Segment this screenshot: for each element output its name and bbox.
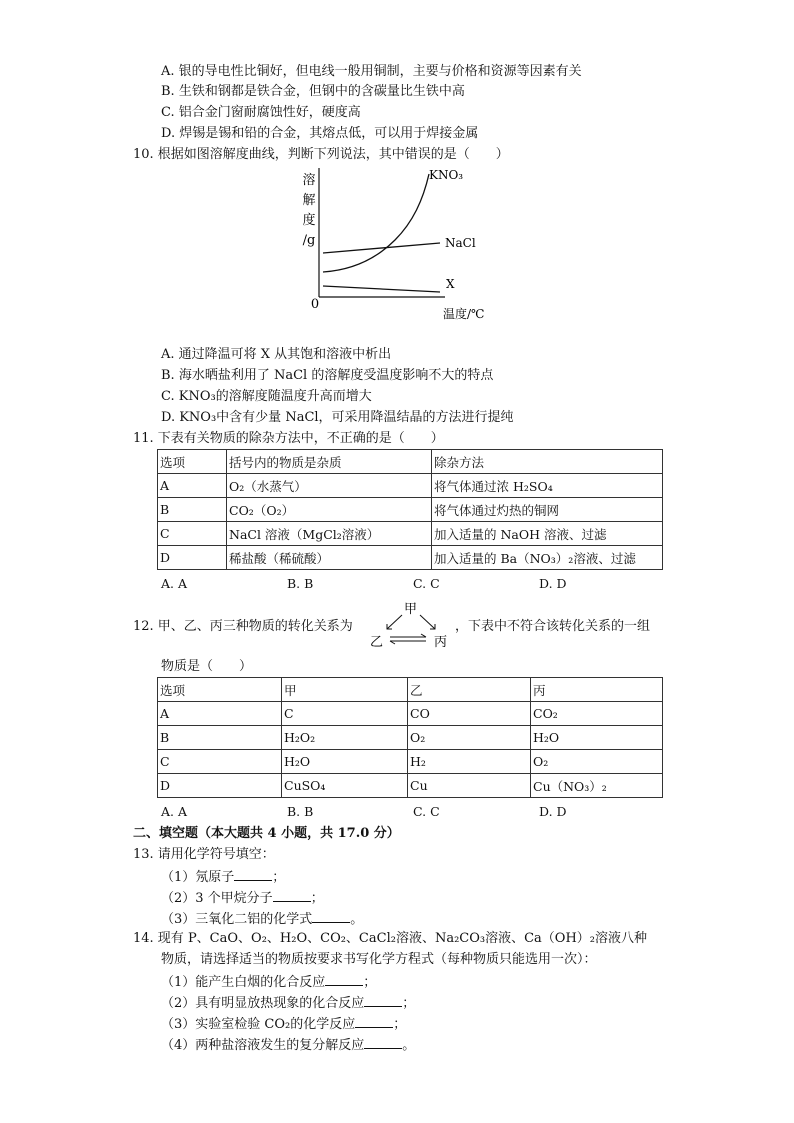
q12-answer-options (161, 803, 599, 821)
chart-ylabel-char-3: 度 (302, 213, 316, 228)
q12-answer-c: C. C (413, 804, 440, 819)
q9-option-b: B. 生铁和钢都是铁合金，但钢中的含碳量比生铁中高 (161, 84, 465, 99)
section-2-heading: 二、填空题（本大题共 4 小题，共 17.0 分） (133, 826, 400, 841)
q12-answer-b: B. B (287, 804, 314, 819)
chart-ylabel-char-2: 解 (302, 193, 316, 208)
q13-stem: 13. 请用化学符号填空： (133, 847, 275, 862)
item-text: （1）能产生白烟的化合反应 (161, 975, 326, 990)
q10-option-b: B. 海水晒盐利用了 NaCl 的溶解度受温度影响不大的特点 (161, 368, 494, 383)
table-cell: Cu（NO₃）₂ (531, 774, 663, 798)
q11-answer-options (161, 575, 599, 593)
answer-blank[interactable] (234, 866, 272, 881)
q13-item-3 (161, 908, 363, 929)
table-cell: C (158, 522, 227, 546)
table-cell: H₂O (282, 750, 408, 774)
table-header-cell: 甲 (282, 678, 408, 702)
table-cell: D (158, 546, 227, 570)
item-text: （2）3 个甲烷分子 (161, 891, 273, 906)
table-row (158, 702, 663, 726)
table-cell: CO₂（O₂） (227, 498, 432, 522)
q11-answer-b: B. B (287, 576, 314, 591)
q14-item-1 (161, 971, 376, 992)
q11-answer-a: A. A (161, 576, 188, 591)
q11-table (157, 449, 663, 570)
table-cell: 加入适量的 NaOH 溶液、过滤 (432, 522, 663, 546)
table-row (158, 474, 663, 498)
table-cell: Cu (408, 774, 531, 798)
answer-blank[interactable] (355, 1013, 393, 1028)
answer-blank[interactable] (325, 971, 363, 986)
table-row (158, 774, 663, 798)
q11-answer-d: D. D (539, 576, 567, 591)
q11-answer-c: C. C (413, 576, 440, 591)
item-text: （3）实验室检验 CO₂的化学反应 (161, 1017, 356, 1032)
q10-option-c: C. KNO₃的溶解度随温度升高而增大 (161, 389, 372, 404)
table-cell: A (158, 702, 282, 726)
table-cell: H₂ (408, 750, 531, 774)
item-punct: ； (402, 996, 416, 1011)
table-cell: D (158, 774, 282, 798)
item-punct: ； (310, 891, 324, 906)
table-row (158, 750, 663, 774)
q13-item-1 (161, 866, 285, 887)
table-cell: NaCl 溶液（MgCl₂溶液） (227, 522, 432, 546)
table-row (158, 546, 663, 570)
arrow-jia-to-yi (387, 615, 402, 629)
table-cell: CuSO₄ (282, 774, 408, 798)
chart-origin-label: 0 (310, 297, 320, 312)
diagram-node-bing: 丙 (434, 635, 448, 650)
table-cell: B (158, 498, 227, 522)
kno3-curve (323, 174, 429, 272)
item-punct: 。 (350, 912, 364, 927)
q13-item-2 (161, 887, 324, 908)
item-text: （4）两种盐溶液发生的复分解反应 (161, 1038, 365, 1053)
q12-table (157, 677, 663, 798)
nacl-series-label: NaCl (445, 236, 476, 250)
answer-blank[interactable] (312, 908, 350, 923)
table-cell: 稀盐酸（稀硫酸） (227, 546, 432, 570)
table-header-cell: 括号内的物质是杂质 (227, 450, 432, 474)
table-header-cell: 除杂方法 (432, 450, 663, 474)
table-header-row (158, 678, 663, 702)
arrow-jia-to-bing (420, 615, 435, 629)
table-cell: H₂O (531, 726, 663, 750)
chart-ylabel-char-4: /g (302, 233, 316, 248)
q10-option-a: A. 通过降温可将 X 从其饱和溶液中析出 (161, 347, 392, 362)
q12-conversion-diagram (368, 598, 458, 650)
q10-option-d: D. KNO₃中含有少量 NaCl，可采用降温结晶的方法进行提纯 (161, 410, 514, 425)
table-cell: O₂ (531, 750, 663, 774)
table-cell: 将气体通过浓 H₂SO₄ (432, 474, 663, 498)
table-row (158, 498, 663, 522)
q12-answer-d: D. D (539, 804, 567, 819)
answer-blank[interactable] (364, 1034, 402, 1049)
q12-stem-part2: ，下表中不符合该转化关系的一组 (455, 619, 651, 634)
q9-option-d: D. 焊锡是锡和铅的合金，其熔点低，可以用于焊接金属 (161, 126, 479, 141)
table-cell: A (158, 474, 227, 498)
table-cell: CO₂ (531, 702, 663, 726)
solubility-chart (295, 160, 505, 330)
table-cell: O₂（水蒸气） (227, 474, 432, 498)
chart-xlabel: 温度/℃ (443, 307, 485, 321)
x-series-label: X (446, 277, 455, 291)
table-header-cell: 乙 (408, 678, 531, 702)
table-cell: C (158, 750, 282, 774)
answer-blank[interactable] (364, 992, 402, 1007)
answer-blank[interactable] (273, 887, 311, 902)
table-cell: O₂ (408, 726, 531, 750)
item-text: （1）氖原子 (161, 870, 235, 885)
table-cell: B (158, 726, 282, 750)
diagram-node-jia: 甲 (404, 602, 418, 617)
table-cell: 将气体通过灼热的铜网 (432, 498, 663, 522)
q14-item-4 (161, 1034, 415, 1055)
q10-stem: 10. 根据如图溶解度曲线，判断下列说法，其中错误的是（ ） (133, 147, 509, 162)
table-row (158, 522, 663, 546)
q9-option-a: A. 银的导电性比铜好，但电线一般用铜制，主要与价格和资源等因素有关 (161, 64, 582, 79)
table-cell: 加入适量的 Ba（NO₃）₂溶液、过滤 (432, 546, 663, 570)
q14-stem-line2: 物质，请选择适当的物质按要求书写化学方程式（每种物质只能选用一次）： (161, 952, 597, 967)
table-header-row (158, 450, 663, 474)
table-header-cell: 选项 (158, 678, 282, 702)
item-text: （3）三氧化二铝的化学式 (161, 912, 313, 927)
table-row (158, 726, 663, 750)
q14-stem-line1: 14. 现有 P、CaO、O₂、H₂O、CO₂、CaCl₂溶液、Na₂CO₃溶液、Ca（OH）₂溶液八种 (133, 931, 648, 946)
q12-stem-part1: 12. 甲、乙、丙三种物质的转化关系为 (133, 619, 353, 634)
x-curve (323, 286, 440, 292)
q11-stem: 11. 下表有关物质的除杂方法中，不正确的是（ ） (133, 431, 444, 446)
q14-item-2 (161, 992, 415, 1013)
item-punct: ； (363, 975, 377, 990)
q12-stem-part3: 物质是（ ） (161, 659, 253, 674)
table-header-cell: 丙 (531, 678, 663, 702)
item-text: （2）具有明显放热现象的化合反应 (161, 996, 365, 1011)
table-header-cell: 选项 (158, 450, 227, 474)
q14-item-3 (161, 1013, 406, 1034)
table-cell: H₂O₂ (282, 726, 408, 750)
chart-ylabel-char-1: 溶 (302, 173, 316, 188)
item-punct: 。 (402, 1038, 416, 1053)
table-cell: CO (408, 702, 531, 726)
kno3-series-label: KNO₃ (429, 168, 464, 182)
item-punct: ； (393, 1017, 407, 1032)
q12-answer-a: A. A (161, 804, 188, 819)
table-cell: C (282, 702, 408, 726)
item-punct: ； (272, 870, 286, 885)
diagram-node-yi: 乙 (370, 635, 384, 650)
q9-option-c: C. 铝合金门窗耐腐蚀性好，硬度高 (161, 105, 361, 120)
